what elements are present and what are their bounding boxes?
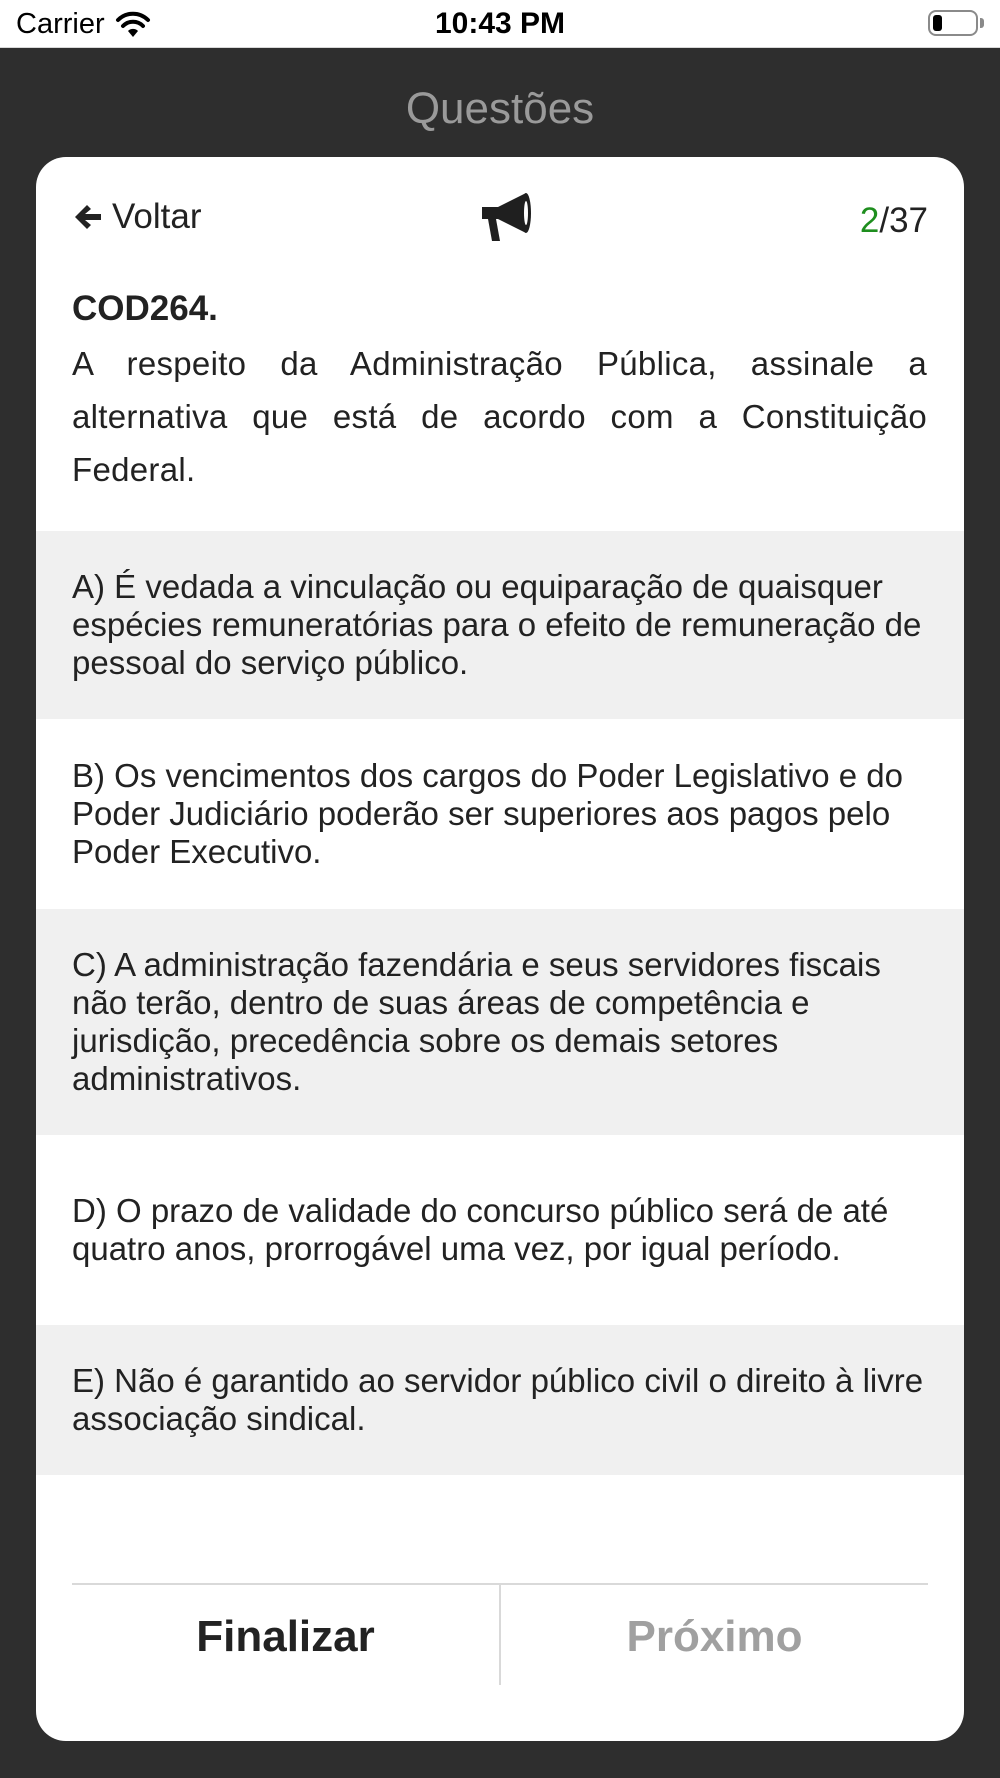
question-card xyxy=(36,157,964,1741)
option-c[interactable] xyxy=(36,909,964,1135)
page-title: Questões xyxy=(405,84,595,133)
option-d[interactable] xyxy=(36,1135,964,1325)
question-text: A respeito da Administração Pública, assinale a alternativa que está de acordo com a Constituição Federal. xyxy=(72,345,927,488)
option-b[interactable] xyxy=(36,719,964,909)
carrier-label: Carrier xyxy=(16,8,105,40)
back-label: Voltar xyxy=(112,197,202,236)
back-button[interactable] xyxy=(72,197,202,237)
option-e[interactable] xyxy=(36,1325,964,1475)
battery-icon xyxy=(928,10,984,38)
arrow-left-icon xyxy=(72,201,104,233)
counter-total: /37 xyxy=(879,201,928,240)
option-e-text: E) Não é garantido ao servidor público civil o direito à livre associação sindical. xyxy=(72,1362,924,1437)
question-code: COD264. xyxy=(72,289,218,328)
counter-current: 2 xyxy=(859,201,880,240)
status-time: 10:43 PM xyxy=(434,7,566,40)
option-b-text: B) Os vencimentos dos cargos do Poder Legislativo e do Poder Judiciário poderão ser superiores aos pagos pelo Poder Executivo. xyxy=(72,757,903,870)
option-a[interactable] xyxy=(36,531,964,719)
megaphone-icon[interactable] xyxy=(476,189,536,245)
next-button[interactable]: Próximo xyxy=(626,1612,803,1661)
finalize-button[interactable]: Finalizar xyxy=(196,1612,375,1661)
option-a-text: A) É vedada a vinculação ou equiparação de quaisquer espécies remuneratórias para o efeito de remuneração de pessoal do serviço público. xyxy=(72,568,922,681)
question-counter xyxy=(860,201,928,241)
option-d-text: D) O prazo de validade do concurso público será de até quatro anos, prorrogável uma vez, por igual período. xyxy=(72,1192,889,1267)
status-bar xyxy=(0,0,1000,48)
option-c-text: C) A administração fazendária e seus servidores fiscais não terão, dentro de suas áreas de competência e jurisdição, precedência sobre os demais setores administrativos. xyxy=(72,946,881,1097)
